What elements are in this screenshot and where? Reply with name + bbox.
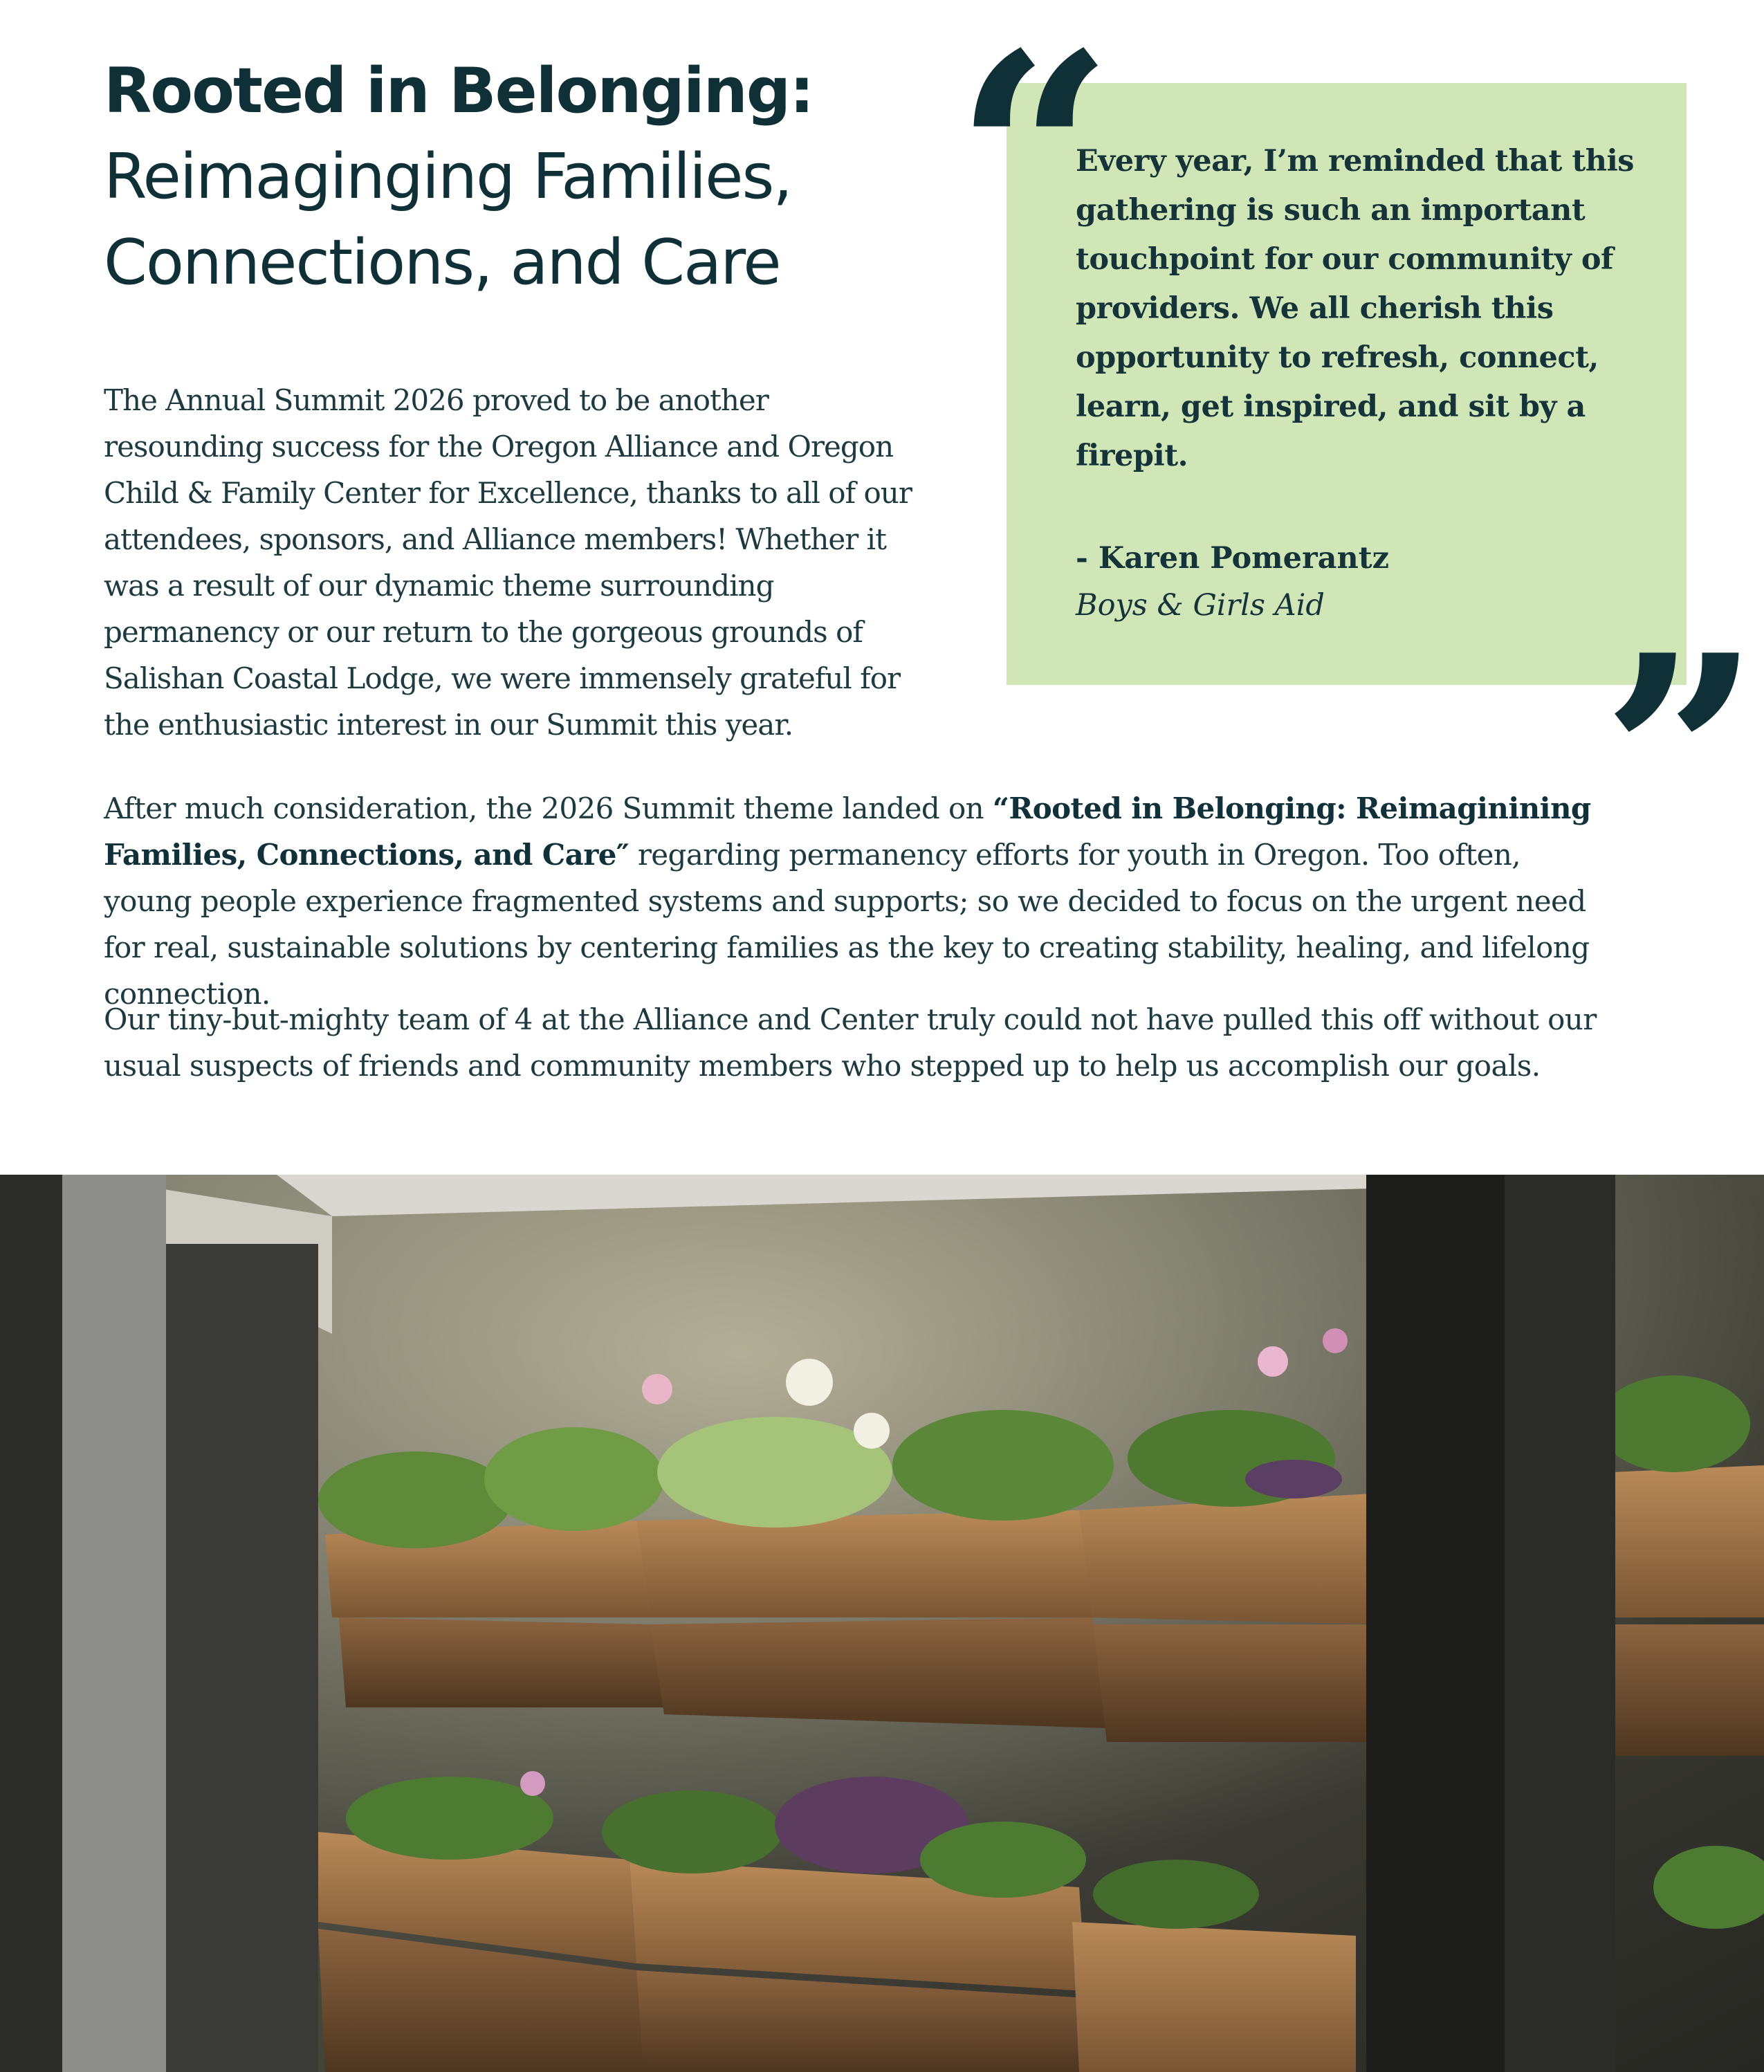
team-paragraph: Our tiny-but-mighty team of 4 at the Alliance and Center truly could not have pulled this off without our usual suspects of friends and community members who stepped up to help us accomplish our goals.	[104, 1002, 1597, 1083]
page-title	[104, 48, 968, 306]
quote-text: Every year, I’m reminded that this gathering is such an important touchpoint for our community of providers. We all cherish this opportunity to refresh, connect, learn, get inspired, and sit by a firepit.	[1076, 144, 1635, 473]
planter-photo	[0, 1175, 1764, 2072]
open-quote-icon: “	[955, 0, 1114, 318]
quote-author: - Karen Pomerantz	[1076, 541, 1390, 576]
close-quote-icon: ”	[1601, 595, 1761, 920]
title-subtitle: Reimaginging Families, Connections, and Care	[104, 140, 791, 299]
intro-paragraph: The Annual Summit 2026 proved to be another resounding success for the Oregon Alliance and Oregon Child & Family Center for Excellence, thanks to all of our attendees, sponsors, and Alliance members! Whether it was a result of our dynamic theme surrounding permanency or our return to the gorgeous grounds of Salishan Coastal Lodge, we were immensely grateful for the enthusiastic interest in our Summit this year.	[104, 383, 912, 742]
quote-organization: Boys & Girls Aid	[1076, 588, 1325, 623]
title-main: Rooted in Belonging:	[104, 55, 814, 127]
theme-name: “Rooted in Belonging: Reimaginining Families, Connections, and Care″	[104, 791, 1591, 872]
theme-paragraph-lead: After much consideration, the 2026 Summit theme landed on	[104, 791, 993, 825]
theme-paragraph	[104, 785, 1612, 1017]
theme-paragraph-tail: regarding permanency efforts for youth in Oregon. Too often, young people experience fragmented systems and supports; so we decided to focus on the urgent need for real, sustainable solutions by centering families as the key to creating stability, healing, and lifelong connection.	[104, 838, 1590, 1011]
